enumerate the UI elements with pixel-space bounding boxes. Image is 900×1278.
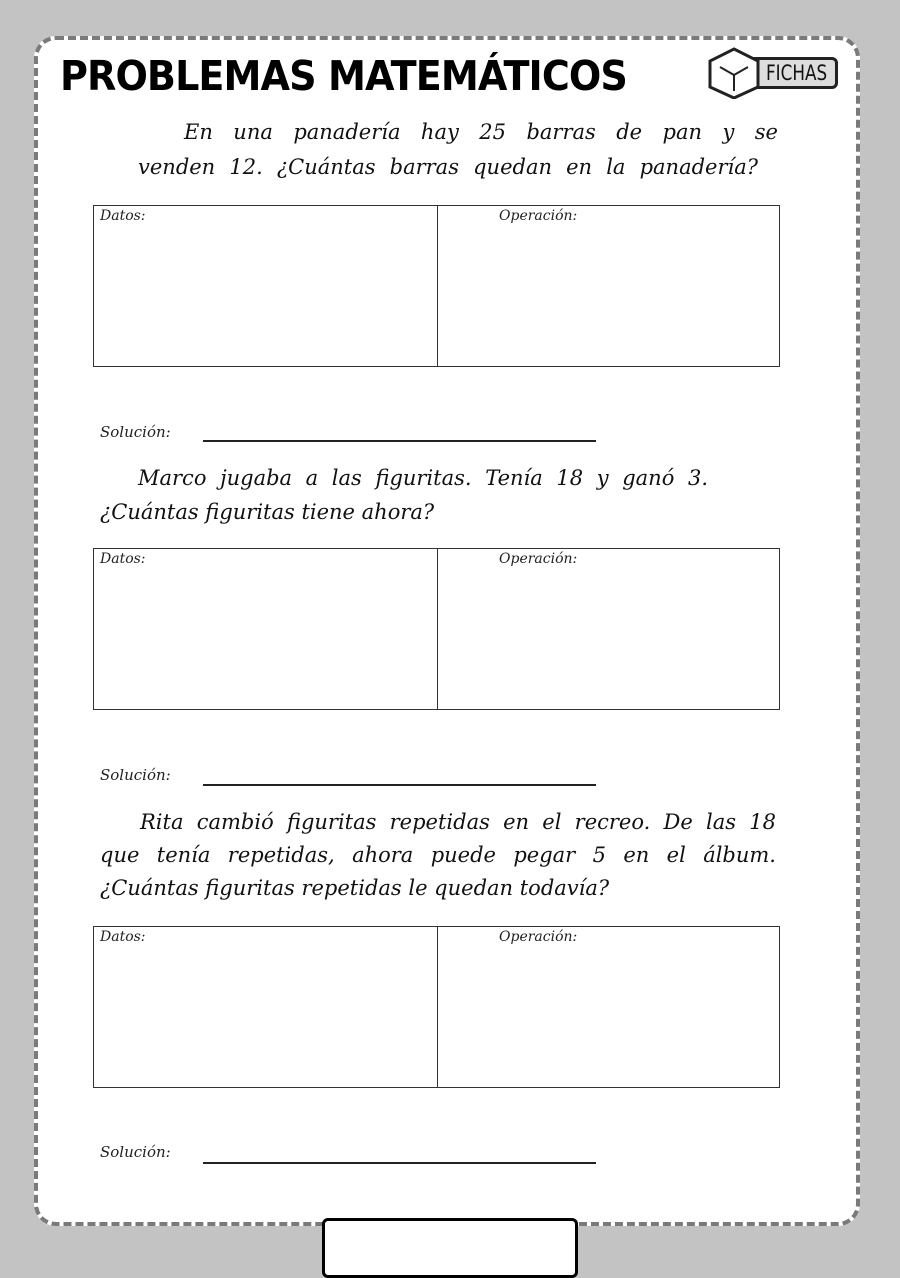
problem-2-line-2: ¿Cuántas figuritas tiene ahora? [100,500,435,524]
operacion-label: Operación: [499,929,578,945]
fichas-logo: FICHAS [706,47,841,97]
operacion-label: Operación: [499,208,578,224]
problem-2-line-1: Marco jugaba a las figuritas. Tenía 18 y ganó 3. [138,466,708,490]
cube-icon [706,47,766,99]
problem-1-line-2: venden 12. ¿Cuántas barras quedan en la panadería? [138,155,758,179]
datos-label: Datos: [100,929,146,945]
problem-3-answer-box[interactable] [93,926,780,1088]
solucion-label: Solución: [100,423,171,441]
datos-label: Datos: [100,208,146,224]
page-title: PROBLEMAS MATEMÁTICOS [60,52,627,100]
problem-3-line-1: Rita cambió figuritas repetidas en el recreo. De las 18 [140,810,776,834]
problem-2-solution-line[interactable] [203,784,596,786]
problem-3-line-3: ¿Cuántas figuritas repetidas le quedan todavía? [100,876,610,900]
operacion-label: Operación: [499,551,578,567]
problem-1-line-1: En una panadería hay 25 barras de pan y se [184,120,778,144]
solucion-label: Solución: [100,1143,171,1161]
datos-label: Datos: [100,551,146,567]
problem-3-solution-line[interactable] [203,1162,596,1164]
problem-1-answer-box[interactable] [93,205,780,367]
solucion-label: Solución: [100,766,171,784]
problem-1-solution-line[interactable] [203,440,596,442]
problem-3-line-2: que tenía repetidas, ahora puede pegar 5 en el álbum. [100,843,776,867]
problem-2-answer-box[interactable] [93,548,780,710]
bottom-tab [322,1218,578,1278]
